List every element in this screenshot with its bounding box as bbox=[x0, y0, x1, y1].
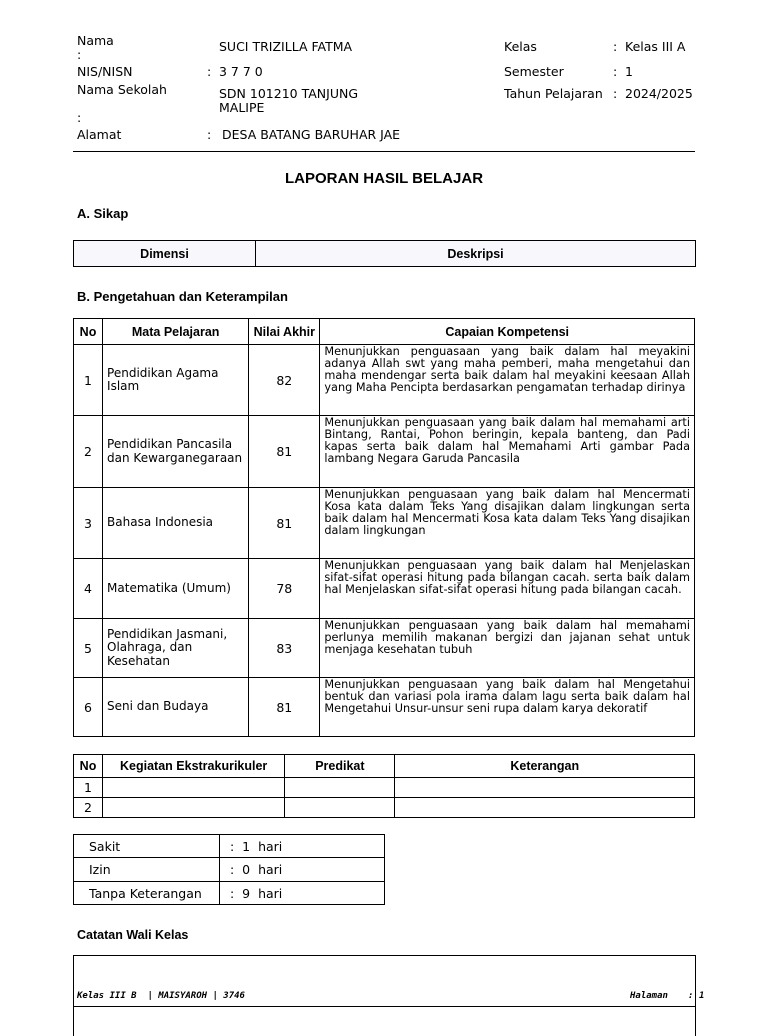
row-competency: Menunjukkan penguasaan yang baik dalam hal Menjelaskan sifat-sifat operasi hitung pada bilangan cacah. serta baik dalam hal Menjelaskan sifat-sifat operasi hitung pada bilangan cacah. bbox=[320, 559, 695, 619]
ekskul-row-predikat bbox=[285, 778, 395, 798]
row-competency: Menunjukkan penguasaan yang baik dalam hal meyakini adanya Allah swt yang maha pemberi, maha mengetahui dan maha mendengar serta baik dalam hal meyakini keesaan Allah yang Maha Pencipta berdasarkan pengamatan terhadap dirinya bbox=[320, 345, 695, 416]
row-score: 78 bbox=[249, 559, 320, 619]
footer-divider bbox=[73, 1006, 695, 1007]
page-title: LAPORAN HASIL BELAJAR bbox=[284, 170, 484, 187]
row-score: 83 bbox=[249, 619, 320, 678]
nama-label: Nama bbox=[77, 33, 114, 48]
attendance-value-cell bbox=[220, 835, 385, 858]
table-row bbox=[74, 559, 695, 619]
row-subject: Bahasa Indonesia bbox=[103, 488, 249, 559]
ekskul-table bbox=[73, 754, 695, 818]
row-score: 81 bbox=[249, 416, 320, 488]
attendance-value: 9 hari bbox=[242, 885, 283, 901]
kelas-value: Kelas III A bbox=[625, 39, 686, 54]
alamat-label: Alamat bbox=[77, 127, 122, 142]
ekskul-col-predikat: Predikat bbox=[285, 755, 395, 778]
semester-label: Semester bbox=[504, 64, 564, 79]
tahun-colon: : bbox=[613, 86, 618, 101]
attendance-colon: : bbox=[230, 838, 235, 854]
ekskul-row-keterangan bbox=[395, 778, 695, 798]
nis-label: NIS/NISN bbox=[77, 64, 133, 79]
semester-value: 1 bbox=[625, 64, 633, 79]
nis-colon: : bbox=[207, 64, 212, 79]
attendance-label: Tanpa Keterangan bbox=[74, 882, 220, 905]
ekskul-row-kegiatan bbox=[103, 798, 285, 818]
row-no: 6 bbox=[74, 678, 103, 737]
header-divider bbox=[73, 151, 695, 152]
footer-page-number: 1 bbox=[699, 991, 705, 1001]
ekskul-col-keterangan: Keterangan bbox=[395, 755, 695, 778]
table-row bbox=[74, 416, 695, 488]
tahun-label: Tahun Pelajaran bbox=[504, 86, 603, 101]
grades-table bbox=[73, 318, 695, 737]
attendance-label: Izin bbox=[74, 858, 220, 882]
table-row bbox=[74, 858, 385, 882]
catatan-heading: Catatan Wali Kelas bbox=[77, 928, 189, 942]
row-score: 81 bbox=[249, 488, 320, 559]
footer-left: Kelas III B | MAISYAROH | 3746 bbox=[77, 991, 245, 1001]
table-row bbox=[74, 798, 695, 818]
ekskul-col-no: No bbox=[74, 755, 103, 778]
table-row bbox=[74, 619, 695, 678]
table-row bbox=[74, 345, 695, 416]
attendance-value: 1 hari bbox=[242, 838, 283, 854]
nis-value: 3 7 7 0 bbox=[219, 64, 263, 79]
footer-halaman-label: Halaman bbox=[630, 991, 668, 1001]
table-row bbox=[74, 882, 385, 905]
row-subject: Matematika (Umum) bbox=[103, 559, 249, 619]
semester-colon: : bbox=[613, 64, 618, 79]
col-capaian: Capaian Kompetensi bbox=[320, 319, 695, 345]
sekolah-value-line2: MALIPE bbox=[219, 100, 265, 115]
attendance-label: Sakit bbox=[74, 835, 220, 858]
row-subject: Pendidikan Jasmani, Olahraga, dan Kesehatan bbox=[103, 619, 249, 678]
attendance-colon: : bbox=[230, 862, 235, 877]
row-no: 5 bbox=[74, 619, 103, 678]
row-score: 82 bbox=[249, 345, 320, 416]
ekskul-row-no: 2 bbox=[74, 798, 103, 818]
col-no: No bbox=[74, 319, 103, 345]
nama-colon: : bbox=[77, 47, 82, 62]
attendance-colon: : bbox=[230, 885, 235, 901]
sikap-heading: A. Sikap bbox=[77, 206, 129, 221]
sekolah-label: Nama Sekolah bbox=[77, 82, 167, 97]
row-no: 2 bbox=[74, 416, 103, 488]
table-row bbox=[74, 488, 695, 559]
table-row bbox=[74, 778, 695, 798]
ekskul-row-no: 1 bbox=[74, 778, 103, 798]
attendance-table bbox=[73, 834, 385, 905]
ekskul-row-kegiatan bbox=[103, 778, 285, 798]
kelas-label: Kelas bbox=[504, 39, 537, 54]
sekolah-value-line1: SDN 101210 TANJUNG bbox=[219, 86, 359, 101]
attendance-value-cell bbox=[220, 858, 385, 882]
pengetahuan-heading: B. Pengetahuan dan Keterampilan bbox=[77, 289, 288, 304]
ekskul-row-predikat bbox=[285, 798, 395, 818]
row-competency: Menunjukkan penguasaan yang baik dalam hal memahami arti Bintang, Rantai, Pohon beringin, kepala banteng, dan Padi kapas serta baik dalam hal Memahami Arti gambar Pada lambang Negara Garuda Pancasila bbox=[320, 416, 695, 488]
row-competency: Menunjukkan penguasaan yang baik dalam hal memahami perlunya memilih makanan bergizi dan jajanan sehat untuk menjaga kesehatan tubuh bbox=[320, 619, 695, 678]
col-mata-pelajaran: Mata Pelajaran bbox=[103, 319, 249, 345]
row-no: 1 bbox=[74, 345, 103, 416]
sekolah-colon: : bbox=[77, 110, 82, 125]
row-no: 3 bbox=[74, 488, 103, 559]
kelas-colon: : bbox=[613, 39, 618, 54]
tahun-value: 2024/2025 bbox=[625, 86, 693, 101]
attendance-value: 0 hari bbox=[242, 862, 283, 877]
attendance-value-cell bbox=[220, 882, 385, 905]
row-competency: Menunjukkan penguasaan yang baik dalam hal Mengetahui bentuk dan variasi pola irama dalam lagu serta baik dalam hal Mengetahui Unsur-unsur seni rupa dalam karya dekoratif bbox=[320, 678, 695, 737]
nama-value: SUCI TRIZILLA FATMA bbox=[219, 39, 353, 54]
sikap-col-deskripsi: Deskripsi bbox=[256, 241, 696, 267]
alamat-colon: : bbox=[207, 127, 212, 142]
row-subject: Pendidikan Agama Islam bbox=[103, 345, 249, 416]
row-subject: Pendidikan Pancasila dan Kewarganegaraan bbox=[103, 416, 249, 488]
row-score: 81 bbox=[249, 678, 320, 737]
table-row bbox=[74, 835, 385, 858]
alamat-value: DESA BATANG BARUHAR JAE bbox=[222, 127, 401, 142]
row-subject: Seni dan Budaya bbox=[103, 678, 249, 737]
col-nilai-akhir: Nilai Akhir bbox=[249, 319, 320, 345]
table-row bbox=[74, 678, 695, 737]
footer-halaman-colon: : bbox=[688, 991, 694, 1001]
sikap-table bbox=[73, 240, 696, 267]
sikap-col-dimensi: Dimensi bbox=[74, 241, 256, 267]
ekskul-row-keterangan bbox=[395, 798, 695, 818]
row-no: 4 bbox=[74, 559, 103, 619]
row-competency: Menunjukkan penguasaan yang baik dalam hal Mencermati Kosa kata dalam Teks Yang disajikan dalam lingkungan serta baik dalam hal Mencermati Kosa kata dalam Teks Yang disajikan dalam lingkungan bbox=[320, 488, 695, 559]
ekskul-col-kegiatan: Kegiatan Ekstrakurikuler bbox=[103, 755, 285, 778]
